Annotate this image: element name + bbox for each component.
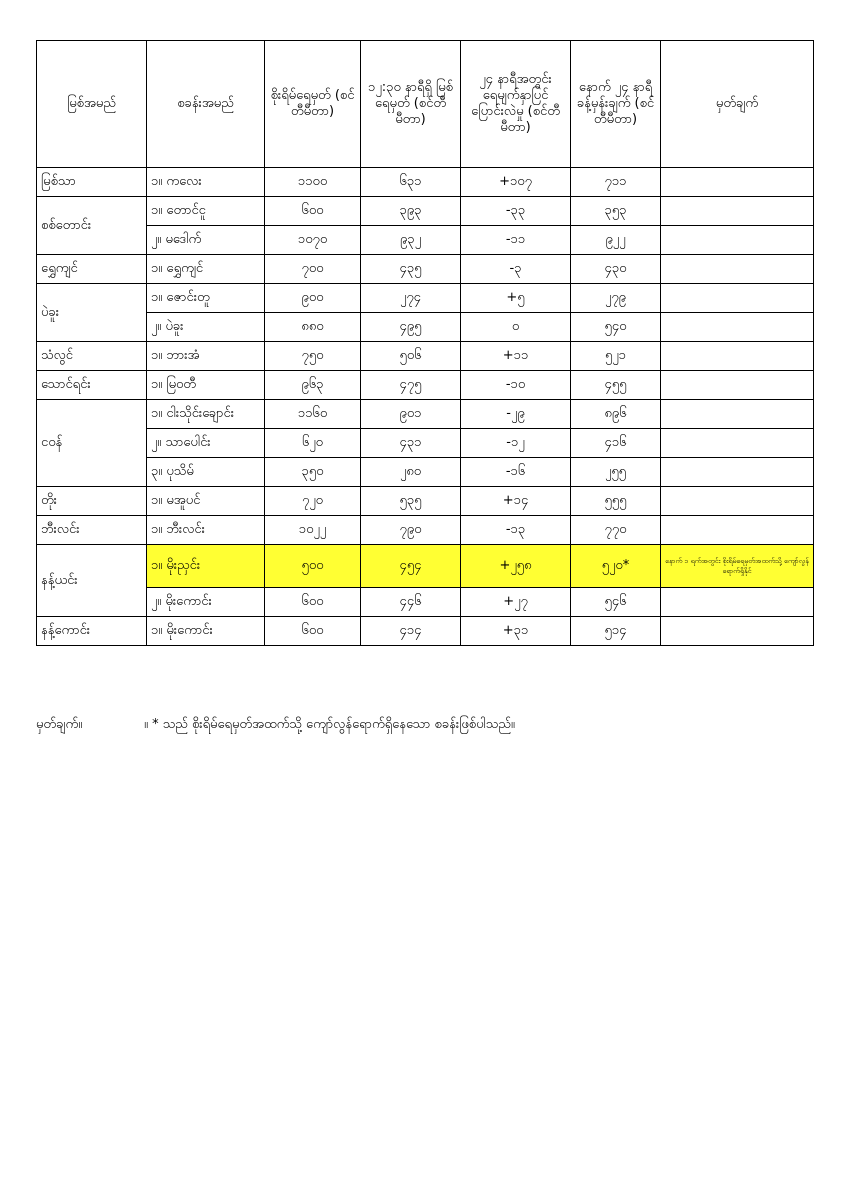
remark [661, 487, 814, 516]
current-level: ၄၁၄ [361, 617, 461, 646]
level-change: +၅ [461, 284, 571, 313]
level-change: +၂၅၈ [461, 545, 571, 588]
station-name: ၂။ မိုးကောင်း [147, 588, 265, 617]
level-change: -၁၂ [461, 429, 571, 458]
current-level: ၄၃၁ [361, 429, 461, 458]
table-row [37, 487, 814, 516]
level-change: +၁၁ [461, 342, 571, 371]
current-level: ၄၉၅ [361, 313, 461, 342]
level-change: -၁၃ [461, 516, 571, 545]
current-level: ၄၅၄ [361, 545, 461, 588]
current-level: ၉၀၁ [361, 400, 461, 429]
station-name: ၂။ ပဲခူး [147, 313, 265, 342]
station-name: ၁။ ကလေး [147, 168, 265, 197]
river-name: ငဝန် [37, 400, 147, 487]
header-station: စခန်းအမည် [147, 41, 265, 168]
forecast-level: ၅၂၁ [571, 342, 661, 371]
danger-level: ၃၅၀ [265, 458, 361, 487]
table-row [37, 545, 814, 588]
forecast-level: ၂၅၅ [571, 458, 661, 487]
table-row [37, 617, 814, 646]
remark [661, 255, 814, 284]
table-row [37, 371, 814, 400]
danger-level: ၁၀၂၂ [265, 516, 361, 545]
station-name: ၁။ ဘားအံ [147, 342, 265, 371]
forecast-level: ၅၅၅ [571, 487, 661, 516]
station-name: ၁။ မိုးညှင်း [147, 545, 265, 588]
table-row [37, 197, 814, 226]
current-level: ၄၄၆ [361, 588, 461, 617]
forecast-level: ၅၄၆ [571, 588, 661, 617]
danger-level: ၆၀၀ [265, 617, 361, 646]
forecast-level: ၅၂၀* [571, 545, 661, 588]
current-level: ၂၇၄ [361, 284, 461, 313]
table-row [37, 284, 814, 313]
table-row [37, 458, 814, 487]
remark: နောက် ၁ ရက်အတွင်း စိုးရိမ်ရေမှတ်အထက်သို့ ကျော်လွန်ရောက်ရှိနိုင် [661, 545, 814, 588]
forecast-level: ၄၁၆ [571, 429, 661, 458]
table-row [37, 255, 814, 284]
danger-level: ၆၀၀ [265, 197, 361, 226]
danger-level: ၅၀၀ [265, 545, 361, 588]
danger-level: ၁၀၇၀ [265, 226, 361, 255]
table-row [37, 313, 814, 342]
forecast-level: ၅၄၀ [571, 313, 661, 342]
danger-level: ၇၂၀ [265, 487, 361, 516]
table-row [37, 429, 814, 458]
header-remark: မှတ်ချက် [661, 41, 814, 168]
forecast-level: ၃၅၃ [571, 197, 661, 226]
forecast-level: ၉၂၂ [571, 226, 661, 255]
river-level-table [36, 40, 814, 646]
current-level: ၃၉၃ [361, 197, 461, 226]
header-danger-level: စိုးရိမ်ရေမှတ် (စင်တီမီတာ) [265, 41, 361, 168]
station-name: ၁။ ရွှေကျင် [147, 255, 265, 284]
footnote-label: မှတ်ချက်။ [36, 717, 83, 732]
level-change: -၁၀ [461, 371, 571, 400]
danger-level: ၉၆၃ [265, 371, 361, 400]
forecast-level: ၅၁၄ [571, 617, 661, 646]
remark [661, 197, 814, 226]
forecast-level: ၄၅၅ [571, 371, 661, 400]
danger-level: ၆၀၀ [265, 588, 361, 617]
forecast-level: ၂၇၉ [571, 284, 661, 313]
level-change: -၁၆ [461, 458, 571, 487]
river-name: မြစ်သာ [37, 168, 147, 197]
remark [661, 284, 814, 313]
station-name: ၁။ မြဝတီ [147, 371, 265, 400]
table-row [37, 226, 814, 255]
current-level: ၉၃၂ [361, 226, 461, 255]
remark [661, 429, 814, 458]
river-name: သောင်ရင်း [37, 371, 147, 400]
remark [661, 458, 814, 487]
danger-level: ၁၁၀၀ [265, 168, 361, 197]
river-name: ဘီးလင်း [37, 516, 147, 545]
header-forecast: နောက် ၂၄ နာရီ ခန့်မှန်းချက် (စင်တီမီတာ) [571, 41, 661, 168]
remark [661, 400, 814, 429]
remark [661, 516, 814, 545]
level-change: ၀ [461, 313, 571, 342]
remark [661, 588, 814, 617]
danger-level: ၈၈၀ [265, 313, 361, 342]
station-name: ၁။ မအူပင် [147, 487, 265, 516]
river-name: ပဲခူး [37, 284, 147, 342]
station-name: ၁။ ငါးသိုင်းချောင်း [147, 400, 265, 429]
table-row [37, 168, 814, 197]
river-name: တိုး [37, 487, 147, 516]
level-change: +၁၄ [461, 487, 571, 516]
current-level: ၅၀၆ [361, 342, 461, 371]
remark [661, 371, 814, 400]
danger-level: ၇၀၀ [265, 255, 361, 284]
level-change: -၂၉ [461, 400, 571, 429]
remark [661, 313, 814, 342]
remark [661, 226, 814, 255]
station-name: ၂။ မဒေါက် [147, 226, 265, 255]
station-name: ၂။ သာပေါင်း [147, 429, 265, 458]
header-current-level: ၁၂:၃၀ နာရီရှိ မြစ်ရေမှတ် (စင်တီမီတာ) [361, 41, 461, 168]
header-24h-change: ၂၄ နာရီအတွင်း ရေမျက်နှာပြင် ပြောင်းလဲမှု (စင်တီမီတာ) [461, 41, 571, 168]
danger-level: ၁၁၆၀ [265, 400, 361, 429]
table-row [37, 400, 814, 429]
table-row [37, 588, 814, 617]
river-name: ရွှေကျင် [37, 255, 147, 284]
current-level: ၇၉၀ [361, 516, 461, 545]
header-river: မြစ်အမည် [37, 41, 147, 168]
remark [661, 168, 814, 197]
current-level: ၄၇၅ [361, 371, 461, 400]
remark [661, 342, 814, 371]
level-change: -၁၁ [461, 226, 571, 255]
station-name: ၁။ ဘီးလင်း [147, 516, 265, 545]
forecast-level: ၇၁၁ [571, 168, 661, 197]
footnote-text: ။ * သည် စိုးရိမ်ရေမှတ်အထက်သို့ ကျော်လွန်ရောက်ရှိနေသော စခန်းဖြစ်ပါသည်။ [144, 717, 515, 732]
river-name: နန့်ယင်း [37, 545, 147, 617]
current-level: ၄၃၅ [361, 255, 461, 284]
current-level: ၂၈၀ [361, 458, 461, 487]
danger-level: ၉၀၀ [265, 284, 361, 313]
station-name: ၁။ တောင်ငူ [147, 197, 265, 226]
level-change: -၃ [461, 255, 571, 284]
footnote [36, 716, 515, 735]
river-name: စစ်တောင်း [37, 197, 147, 255]
danger-level: ၆၂၀ [265, 429, 361, 458]
table-row [37, 516, 814, 545]
level-change: +၁၀၇ [461, 168, 571, 197]
level-change: +၃၁ [461, 617, 571, 646]
level-change: +၂၇ [461, 588, 571, 617]
current-level: ၅၃၅ [361, 487, 461, 516]
station-name: ၃။ ပုသိမ် [147, 458, 265, 487]
station-name: ၁။ ဇောင်းတူ [147, 284, 265, 313]
forecast-level: ၄၃၀ [571, 255, 661, 284]
header-row [37, 41, 814, 168]
table-row [37, 342, 814, 371]
danger-level: ၇၅၀ [265, 342, 361, 371]
current-level: ၆၃၁ [361, 168, 461, 197]
table-body [37, 168, 814, 646]
remark [661, 617, 814, 646]
forecast-level: ၇၇၀ [571, 516, 661, 545]
station-name: ၁။ မိုးကောင်း [147, 617, 265, 646]
forecast-level: ၈၉၆ [571, 400, 661, 429]
level-change: -၃၃ [461, 197, 571, 226]
river-name: နန့်ကောင်း [37, 617, 147, 646]
river-name: သံလွင် [37, 342, 147, 371]
